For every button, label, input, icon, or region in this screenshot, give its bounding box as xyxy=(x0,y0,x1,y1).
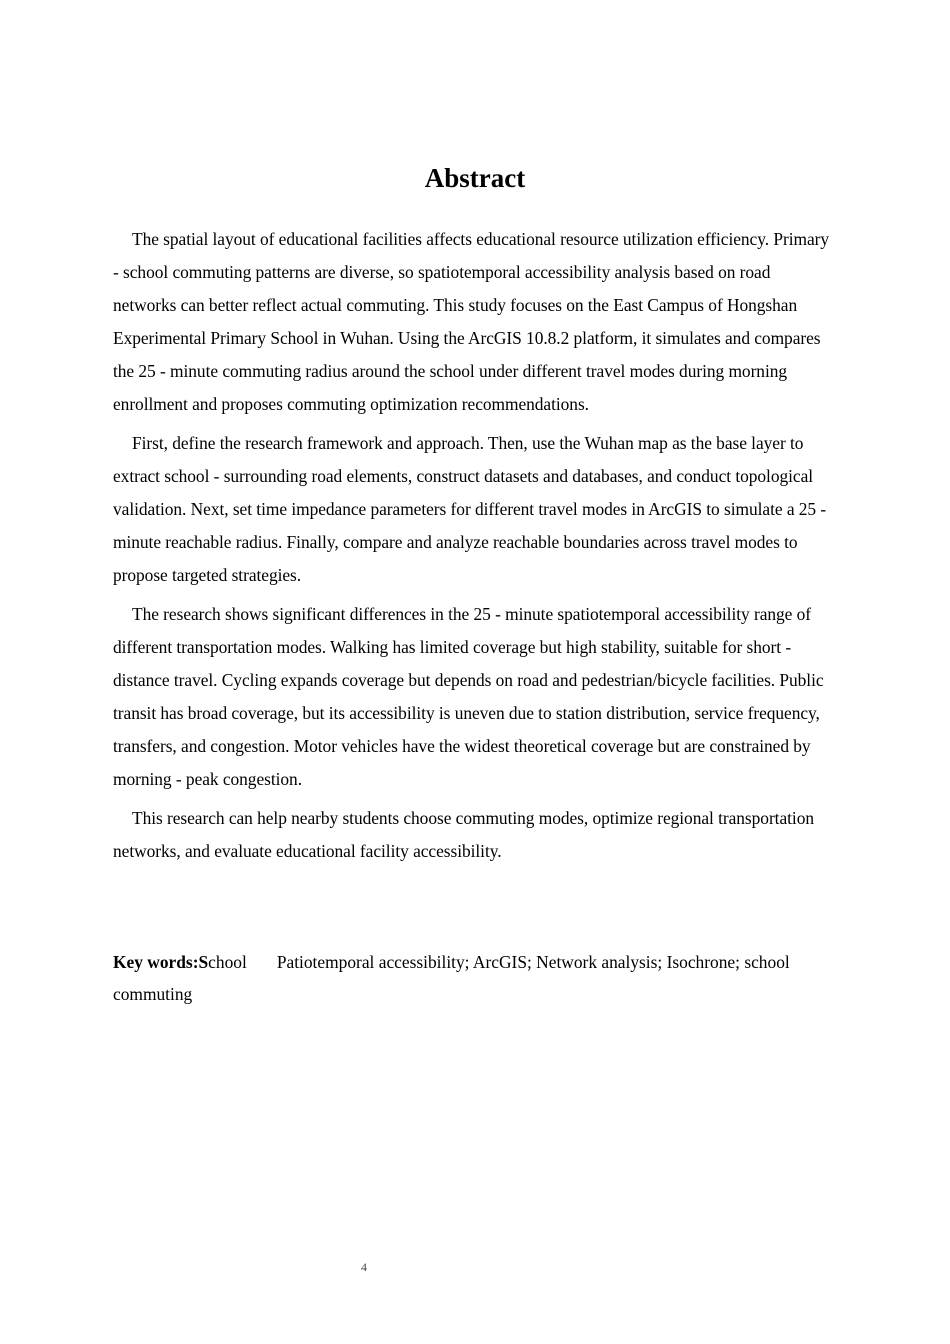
keywords-terms: Patiotemporal accessibility; ArcGIS; Network analysis; Isochrone; school commuting xyxy=(113,952,790,1004)
keywords-line xyxy=(113,946,833,1010)
abstract-paragraph-3: The research shows significant differences in the 25 - minute spatiotemporal accessibility range of different transportation modes. Walking has limited coverage but high stability, suitable for short - distance travel. Cycling expands coverage but depends on road and pedestrian/bicycle facilities. Public transit has broad coverage, but its accessibility is uneven due to station distribution, service frequency, transfers, and congestion. Motor vehicles have the widest theoretical coverage but are constrained by morning - peak congestion. xyxy=(113,604,824,789)
keywords-first-term: chool xyxy=(208,952,247,972)
abstract-title: Abstract xyxy=(424,163,526,193)
abstract-paragraph-2: First, define the research framework and approach. Then, use the Wuhan map as the base layer to extract school - surrounding road elements, construct datasets and databases, and conduct topological validation. Next, set time impedance parameters for different travel modes in ArcGIS to simulate a 25 - minute reachable radius. Finally, compare and analyze reachable boundaries across travel modes to propose targeted strategies. xyxy=(113,433,827,585)
abstract-paragraph-4: This research can help nearby students choose commuting modes, optimize regional transportation networks, and evaluate educational facility accessibility. xyxy=(113,808,814,861)
abstract-paragraph-1: The spatial layout of educational facilities affects educational resource utilization efficiency. Primary - school commuting patterns are diverse, so spatiotemporal accessibility analysis based on road networks can better reflect actual commuting. This study focuses on the East Campus of Hongshan Experimental Primary School in Wuhan. Using the ArcGIS 10.8.2 platform, it simulates and compares the 25 - minute commuting radius around the school under different travel modes during morning enrollment and proposes commuting optimization recommendations. xyxy=(113,229,830,414)
keywords-label: Key words:S xyxy=(113,952,209,972)
page-number: 4 xyxy=(361,1260,367,1274)
abstract-body xyxy=(113,223,833,874)
